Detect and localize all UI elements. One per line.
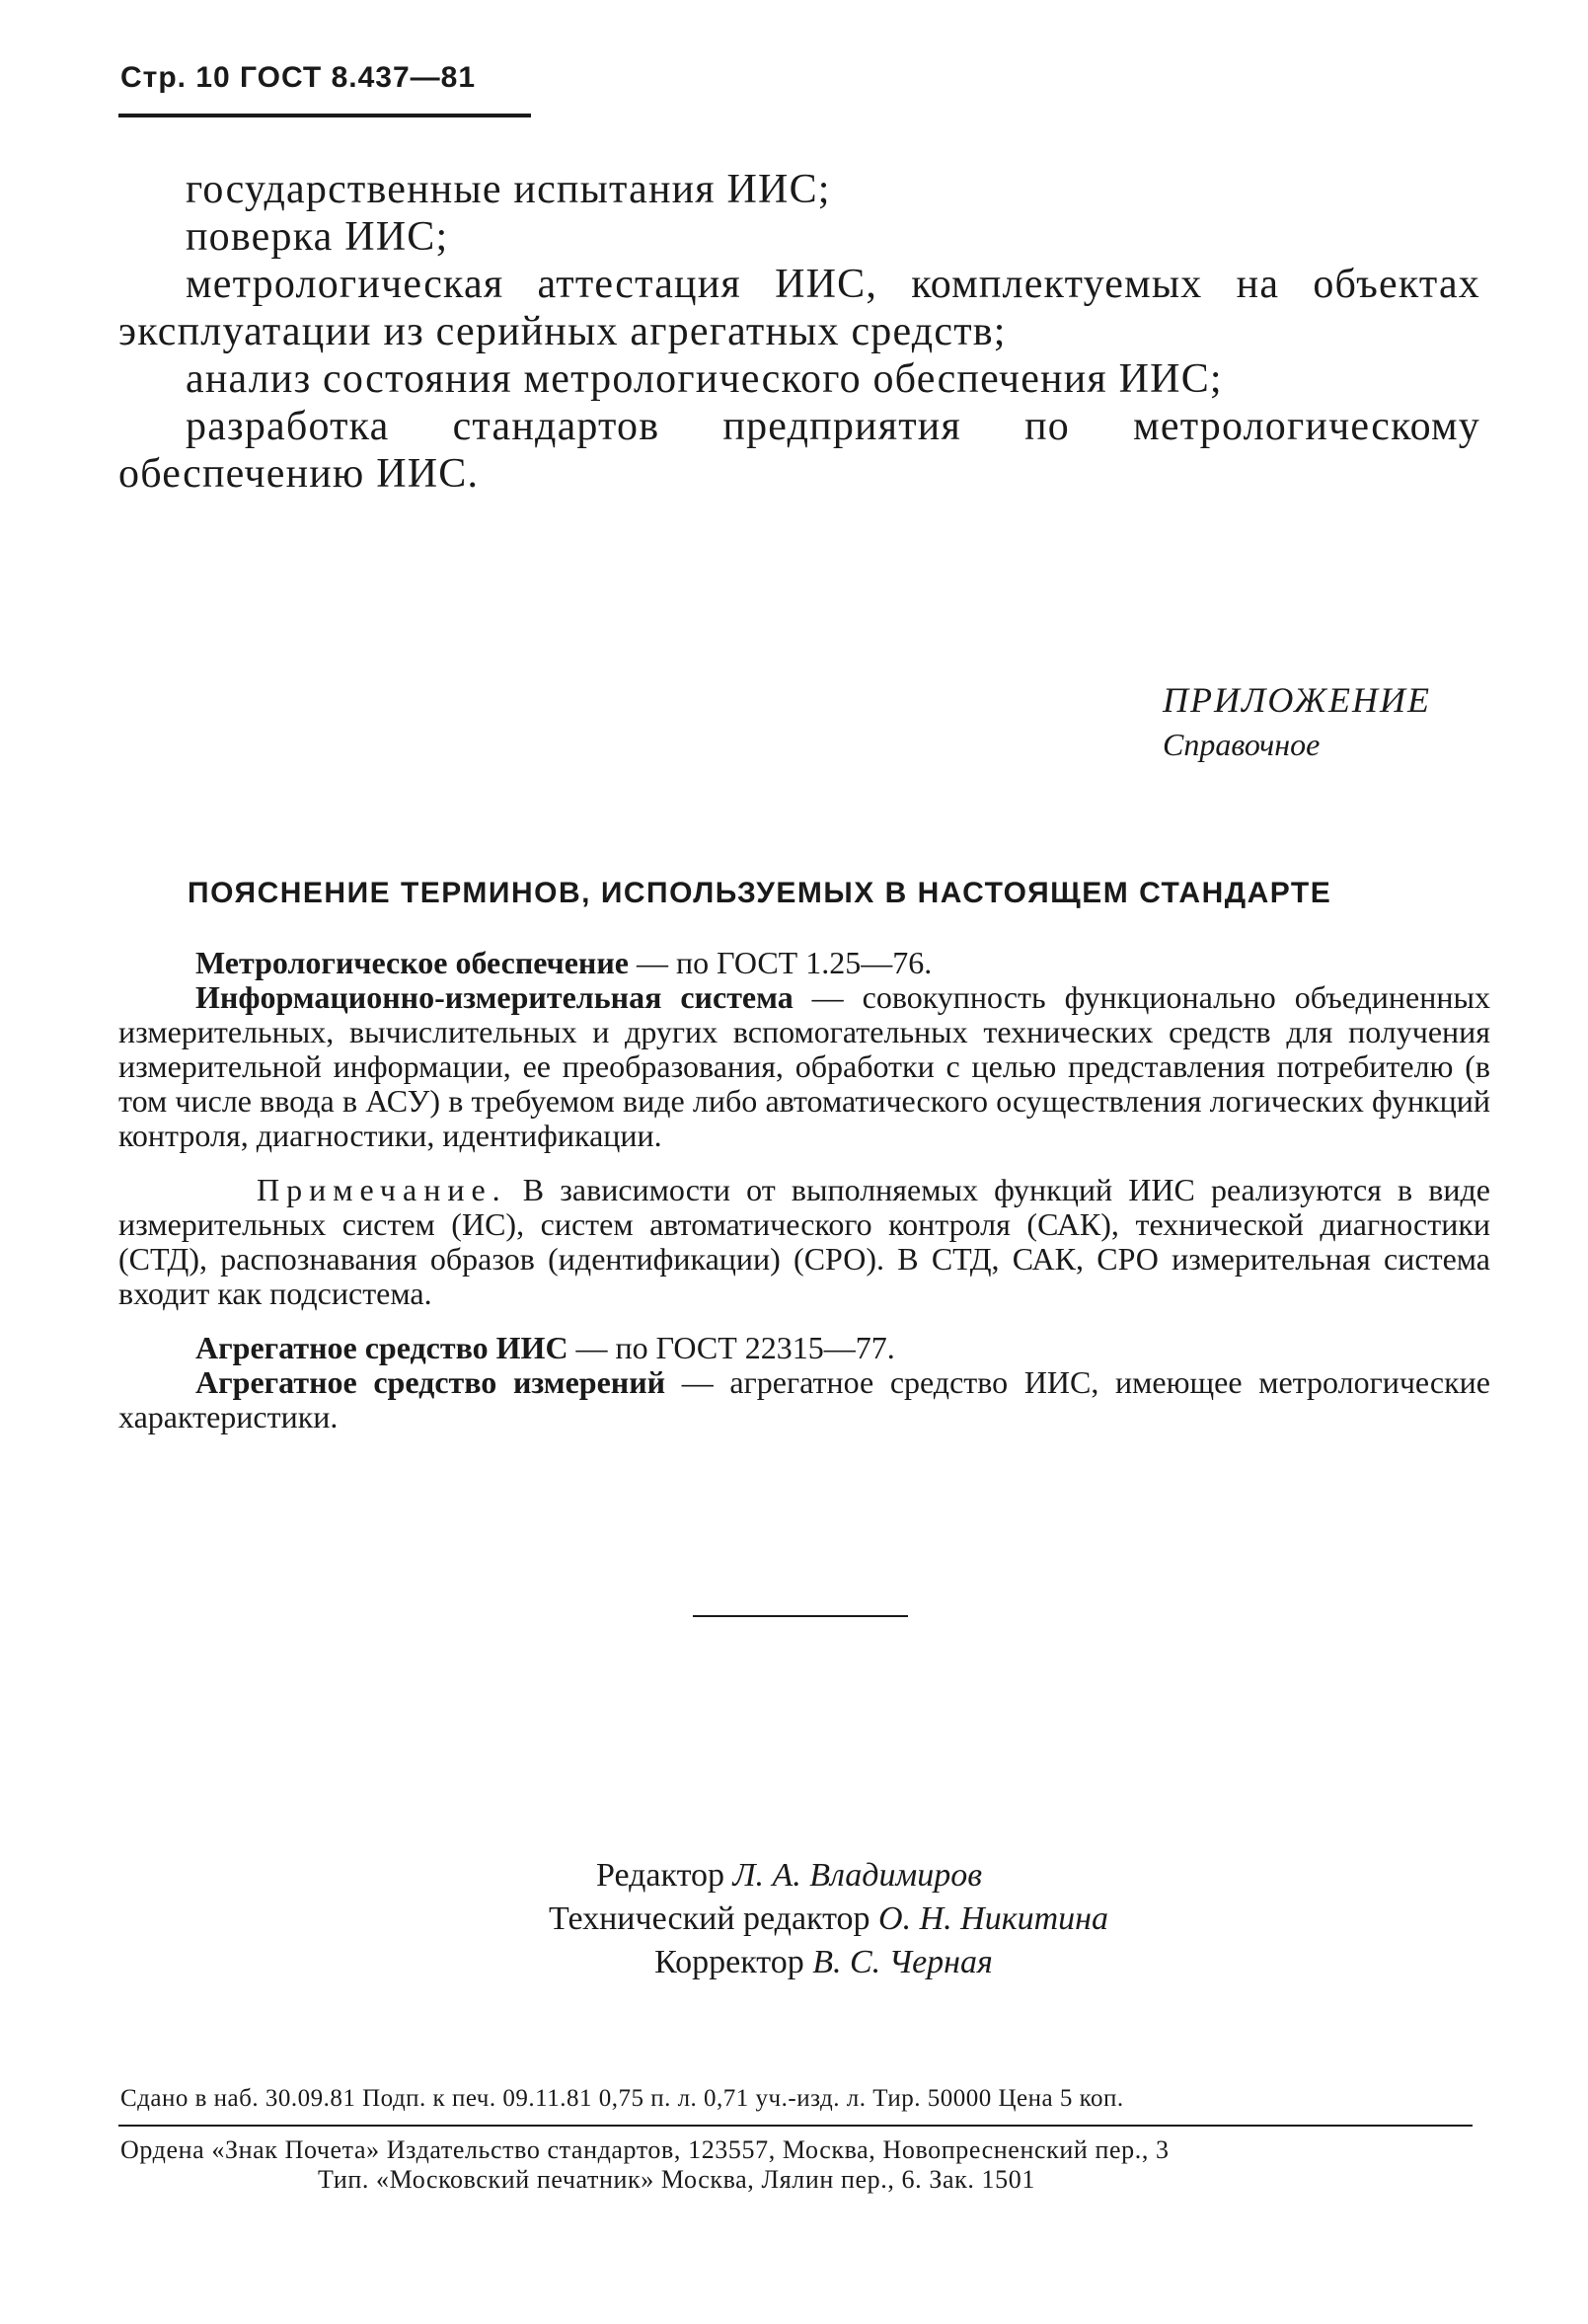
section-divider bbox=[693, 1615, 908, 1617]
term-entry bbox=[118, 980, 1490, 1153]
term-name: Агрегатное средство ИИС bbox=[195, 1330, 568, 1365]
section-title: ПОЯСНЕНИЕ ТЕРМИНОВ, ИСПОЛЬЗУЕМЫХ В НАСТОЯЩЕМ СТАНДАРТЕ bbox=[188, 877, 1332, 909]
imprint-rule bbox=[118, 2125, 1473, 2127]
credits bbox=[0, 1854, 1588, 1984]
note-text: В зависимости от выполняемых функций ИИС реализуются в виде измерительных систем (ИС), систем автоматического контроля (САК), технической диагностики (СТД), распознавания образов (идентификации) (СРО). В СТД, САК, СРО измерительная система входит как подсистема. bbox=[118, 1172, 1490, 1311]
note-paragraph bbox=[118, 1173, 1490, 1311]
appendix-title: ПРИЛОЖЕНИЕ bbox=[1163, 680, 1431, 720]
term-name: Метрологическое обеспечение bbox=[195, 945, 629, 980]
term-name: Информационно-измерительная система bbox=[195, 979, 794, 1015]
intro-list bbox=[118, 166, 1480, 498]
credit-label: Технический редактор bbox=[548, 1900, 870, 1937]
intro-item: государственные испытания ИИС; bbox=[186, 167, 831, 212]
intro-item: поверка ИИС; bbox=[186, 214, 449, 260]
publisher-line: Ордена «Знак Почета» Издательство стандартов, 123557, Москва, Новопресненский пер., 3 bbox=[120, 2135, 1170, 2164]
term-entry bbox=[118, 1331, 1490, 1365]
credit-tech-editor bbox=[69, 1898, 1588, 1941]
term-definition: — по ГОСТ 22315—77. bbox=[567, 1330, 895, 1365]
imprint-line: Сдано в наб. 30.09.81 Подп. к печ. 09.11.81 0,75 п. л. 0,71 уч.-изд. л. Тир. 50000 Цена 5 коп. bbox=[120, 2085, 1124, 2112]
credit-name: В. С. Черная bbox=[812, 1944, 993, 1980]
term-entry bbox=[118, 946, 1490, 980]
note-label: Примечание. bbox=[257, 1172, 507, 1207]
credit-label: Редактор bbox=[596, 1857, 724, 1894]
page-header: Стр. 10 ГОСТ 8.437—81 bbox=[120, 61, 477, 94]
term-entry bbox=[118, 1365, 1490, 1434]
credit-name: Л. А. Владимиров bbox=[732, 1857, 982, 1894]
term-name: Агрегатное средство измерений bbox=[195, 1364, 666, 1400]
credit-editor bbox=[0, 1854, 1588, 1898]
credit-label: Корректор bbox=[654, 1944, 804, 1980]
intro-item: метрологическая аттестация ИИС, комплектуемых на объектах эксплуатации из серийных агрегатных средств; bbox=[118, 262, 1480, 354]
appendix-subtitle: Справочное bbox=[1163, 727, 1321, 762]
intro-item: анализ состояния метрологического обеспечения ИИС; bbox=[186, 356, 1223, 402]
term-definition: — по ГОСТ 1.25—76. bbox=[629, 945, 933, 980]
header-rule bbox=[118, 114, 531, 117]
term-definition: — совокупность функционально объединенных измерительных, вычислительных и других вспомогательных технических средств для получения измерительной информации, ее преобразования, обработки с целью представления потребителю (в том числе ввода в АСУ) в требуемом виде либо автоматического осуществления логических функций контроля, диагностики, идентификации. bbox=[118, 979, 1491, 1153]
credit-corrector bbox=[59, 1941, 1588, 1984]
publisher-info bbox=[120, 2135, 1477, 2195]
printer-line: Тип. «Московский печатник» Москва, Лялин пер., 6. Зак. 1501 bbox=[318, 2165, 1035, 2194]
intro-item: разработка стандартов предприятия по метрологическому обеспечению ИИС. bbox=[118, 404, 1480, 497]
credit-name: О. Н. Никитина bbox=[878, 1900, 1109, 1937]
term-definition: — агрегатное средство ИИС, имеющее метрологические характеристики. bbox=[118, 1364, 1491, 1434]
terms-body bbox=[118, 946, 1490, 1434]
